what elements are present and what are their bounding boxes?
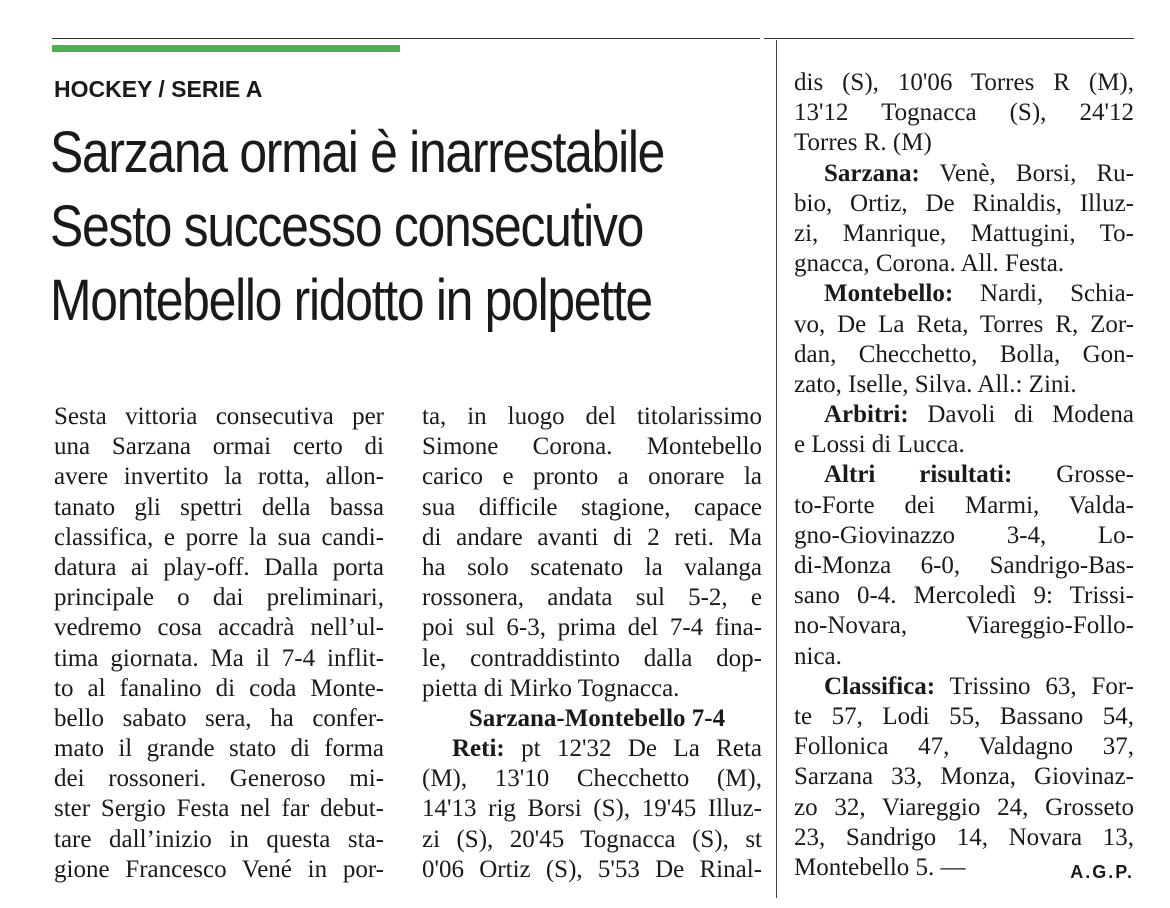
body-line: ha solo scatenato la valanga (422, 553, 762, 581)
lineup-line: zi, Manrique, Mattugini, To- (794, 219, 1134, 247)
goals-line: dis (S), 10'06 Torres R (M), (794, 69, 1134, 96)
results-line: sano 0-4. Mercoledì 9: Trissi- (794, 582, 1134, 610)
body-line: di andare avanti di 2 reti. Ma (422, 523, 762, 551)
body-line: Sesta vittoria consecutiva per (54, 403, 384, 430)
body-line: una Sarzana ormai certo di (54, 433, 384, 461)
body-line: ta, in luogo del titolarissimo (422, 403, 762, 430)
body-line: poi sul 6-3, prima del 7-4 fina- (422, 614, 762, 642)
standings-line: Classifica: Trissino 63, For- (824, 672, 1134, 700)
body-line: pietta di Mirko Tognacca. (422, 674, 680, 702)
goals-line: Reti: pt 12'32 De La Reta (452, 735, 762, 763)
standings-line: Sarzana 33, Monza, Giovinaz- (794, 763, 1134, 791)
lineup-line: Sarzana: Venè, Borsi, Ru- (824, 159, 1134, 187)
headline-line-2: Sesto successo consecutivo (50, 194, 644, 259)
column-divider (776, 40, 777, 898)
body-line: dei rossoneri. Generoso mi- (54, 765, 384, 793)
body-line: tima giornata. Ma il 7-4 inflit- (54, 644, 384, 672)
body-line: classifica, e porre la sua candi- (54, 523, 384, 551)
match-details-column (794, 68, 1134, 887)
body-line: datura ai play-off. Dalla porta (54, 553, 384, 581)
lineup-line: zato, Iselle, Silva. All.: Zini. (794, 370, 1077, 398)
body-line: sua difficile stagione, capace (422, 493, 762, 521)
standings-line: zo 32, Viareggio 24, Grosseto (794, 793, 1134, 821)
results-line: gno-Giovinazzo 3-4, Lo- (794, 521, 1134, 549)
body-line: tare dall’inizio in questa sta- (54, 825, 384, 853)
headline-line-1: Sarzana ormai è inarrestabile (50, 120, 665, 185)
goals-line: Torres R. (M) (794, 129, 932, 157)
match-result-subhead: Sarzana-Montebello 7-4 (468, 704, 726, 732)
body-line: to al fanalino di coda Monte- (54, 674, 384, 702)
standings-line: 23, Sandrigo 14, Novara 13, (794, 823, 1134, 851)
lineup-line: Montebello: Nardi, Schia- (824, 280, 1134, 308)
article-column-2 (422, 402, 762, 885)
body-line: vedremo cosa accadrà nell’ul- (54, 614, 384, 642)
goals-line: 14'13 rig Borsi (S), 19'45 Illuz- (422, 795, 762, 823)
top-rule-left (52, 38, 760, 39)
body-line: Simone Corona. Montebello (422, 433, 762, 461)
standings-line: te 57, Lodi 55, Bassano 54, (794, 702, 1134, 730)
body-line: mato il grande stato di forma (54, 735, 384, 763)
body-line: gione Francesco Vené in por- (54, 855, 384, 883)
results-line: to-Forte dei Marmi, Valda- (794, 491, 1134, 519)
body-line: ster Sergio Festa nel far debut- (54, 795, 384, 823)
goals-label: Reti: (452, 735, 505, 763)
goals-line: (M), 13'10 Checchetto (M), (422, 765, 762, 793)
top-rule-right (764, 38, 1134, 39)
arbitri-label: Arbitri: (824, 401, 909, 429)
lineup-line: dan, Checchetto, Bolla, Gon- (794, 340, 1134, 368)
lineup-line: gnacca, Corona. All. Festa. (794, 250, 1065, 278)
body-line: carico e pronto a onorare la (422, 463, 762, 491)
results-line: nica. (794, 642, 842, 670)
classifica-label: Classifica: (824, 672, 936, 700)
author-signature: A.G.P. (1070, 861, 1134, 882)
results-line: Altri risultati: Grosse- (824, 461, 1134, 489)
body-line: le, contraddistinto dalla dop- (422, 644, 762, 672)
body-line: tanato gli spettri della bassa (54, 493, 384, 521)
body-line: principale o dai preliminari, (54, 584, 384, 612)
section-accent-bar (52, 45, 400, 52)
headline (50, 116, 669, 338)
altri-label: Altri risultati: (824, 461, 1013, 489)
goals-line: 13'12 Tognacca (S), 24'12 (794, 99, 1134, 127)
referees-line: e Lossi di Lucca. (794, 431, 965, 459)
referees-line: Arbitri: Davoli di Modena (824, 401, 1134, 429)
lineup-line: bio, Ortiz, De Rinaldis, Illuz- (794, 189, 1134, 217)
article-column-1 (54, 402, 384, 885)
standings-line: Follonica 47, Valdagno 37, (794, 733, 1134, 761)
goals-line: zi (S), 20'45 Tognacca (S), st (422, 825, 762, 853)
body-line: bello sabato sera, ha confer- (54, 704, 384, 732)
lineup-line: vo, De La Reta, Torres R, Zor- (794, 310, 1134, 338)
body-line: avere invertito la rotta, allon- (54, 463, 384, 491)
results-line: di-Monza 6-0, Sandrigo-Bas- (794, 552, 1134, 579)
headline-line-3: Montebello ridotto in polpette (50, 268, 652, 333)
goals-line: 0'06 Ortiz (S), 5'53 De Rinal- (422, 855, 762, 883)
section-kicker: HOCKEY / SERIE A (54, 76, 263, 102)
results-line: no-Novara, Viareggio-Follo- (794, 612, 1134, 640)
sarzana-label: Sarzana: (824, 159, 920, 187)
body-line: rossonera, andata sul 5-2, e (422, 584, 762, 612)
standings-line: Montebello 5. — A.G.P. (794, 853, 1134, 883)
montebello-label: Montebello: (824, 280, 954, 308)
